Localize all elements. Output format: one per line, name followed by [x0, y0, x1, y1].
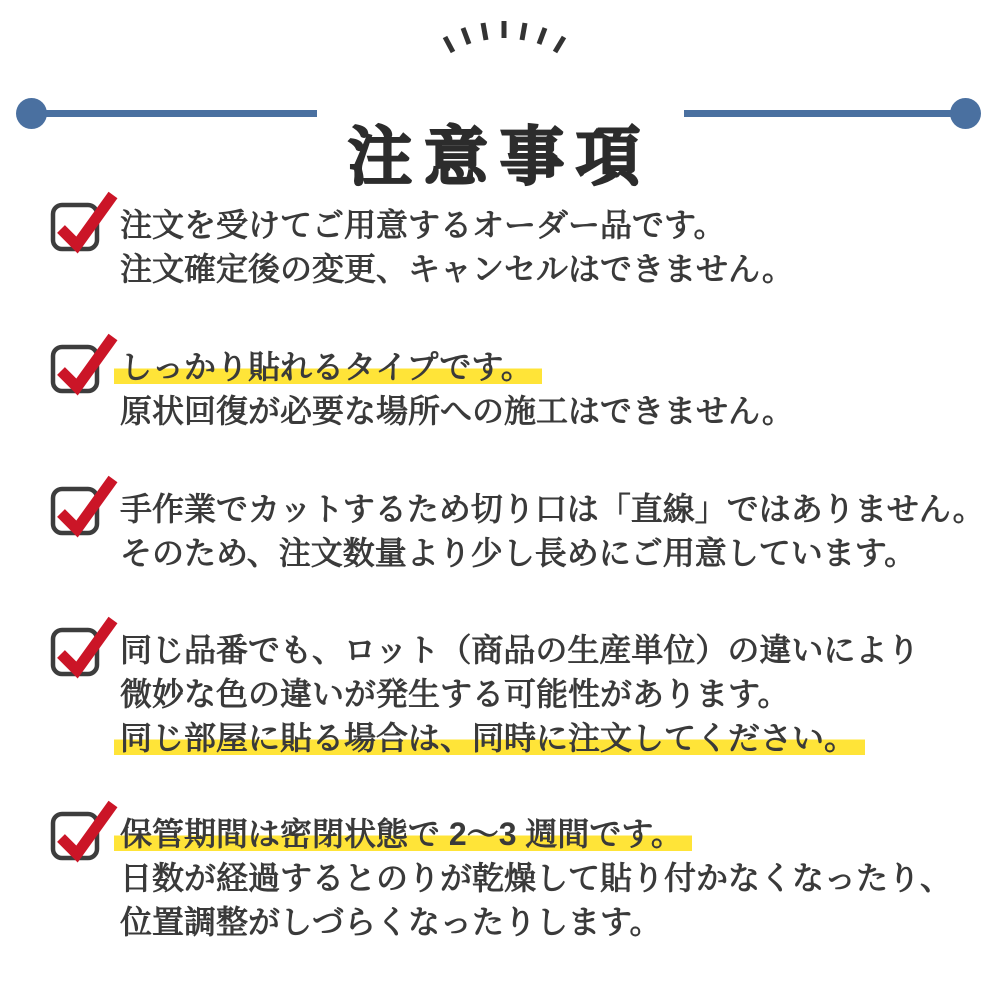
notice-item-lines: [120, 628, 919, 760]
notice-line: [120, 628, 919, 672]
notice-line: [120, 672, 919, 716]
notice-item: [50, 812, 952, 944]
header-rule-dot-right: [950, 98, 981, 129]
highlighted-text: しっかり貼れるタイプです。: [114, 349, 542, 385]
notice-item: [50, 628, 919, 760]
checkbox-checked-icon: [50, 474, 120, 538]
line-text: 原状回復が必要な場所への施工はできません。: [120, 393, 794, 429]
checkbox-checked-icon: [50, 799, 120, 863]
notice-item: [50, 487, 985, 575]
notice-item-lines: [120, 812, 952, 944]
line-text: そのため、注文数量より少し長めにご用意しています。: [120, 535, 917, 571]
checkbox-checked-icon: [50, 332, 120, 396]
notice-line: [120, 856, 952, 900]
notice-line: [120, 487, 985, 531]
line-text: 同じ品番でも、ロット（商品の生産単位）の違いにより: [120, 632, 920, 668]
notice-line: [120, 900, 952, 944]
highlighted-text: 同じ部屋に貼る場合は、同時に注文してください。: [114, 720, 865, 756]
notice-line: [120, 531, 985, 575]
notice-line: [120, 716, 919, 760]
header-rule-right: [684, 110, 966, 117]
notice-line: [120, 389, 794, 433]
notice-line: [120, 345, 794, 389]
line-text: 注文を受けてご用意するオーダー品です。: [120, 207, 726, 243]
checkbox-checked-icon: [50, 615, 120, 679]
notice-item: [50, 345, 794, 433]
line-text: 位置調整がしづらくなったりします。: [120, 904, 662, 940]
checkbox-checked-icon: [50, 190, 120, 254]
notice-line: [120, 812, 952, 856]
notice-item-lines: [120, 345, 794, 433]
notice-line: [120, 247, 794, 291]
page-title: 注意事項: [348, 120, 652, 193]
burst-rays-icon: [430, 10, 580, 70]
notice-item-lines: [120, 203, 794, 291]
line-text: 注文確定後の変更、キャンセルはできません。: [120, 251, 794, 287]
notice-item: [50, 203, 794, 291]
line-text: 日数が経過するとのりが乾燥して貼り付かなくなったり、: [120, 860, 953, 896]
highlighted-text: 保管期間は密閉状態で 2〜3 週間です。: [114, 816, 692, 852]
notice-item-lines: [120, 487, 985, 575]
notice-line: [120, 203, 794, 247]
line-text: 手作業でカットするため切り口は「直線」ではありません。: [120, 491, 985, 527]
line-text: 微妙な色の違いが発生する可能性があります。: [120, 676, 790, 712]
header-rule-left: [31, 110, 317, 117]
